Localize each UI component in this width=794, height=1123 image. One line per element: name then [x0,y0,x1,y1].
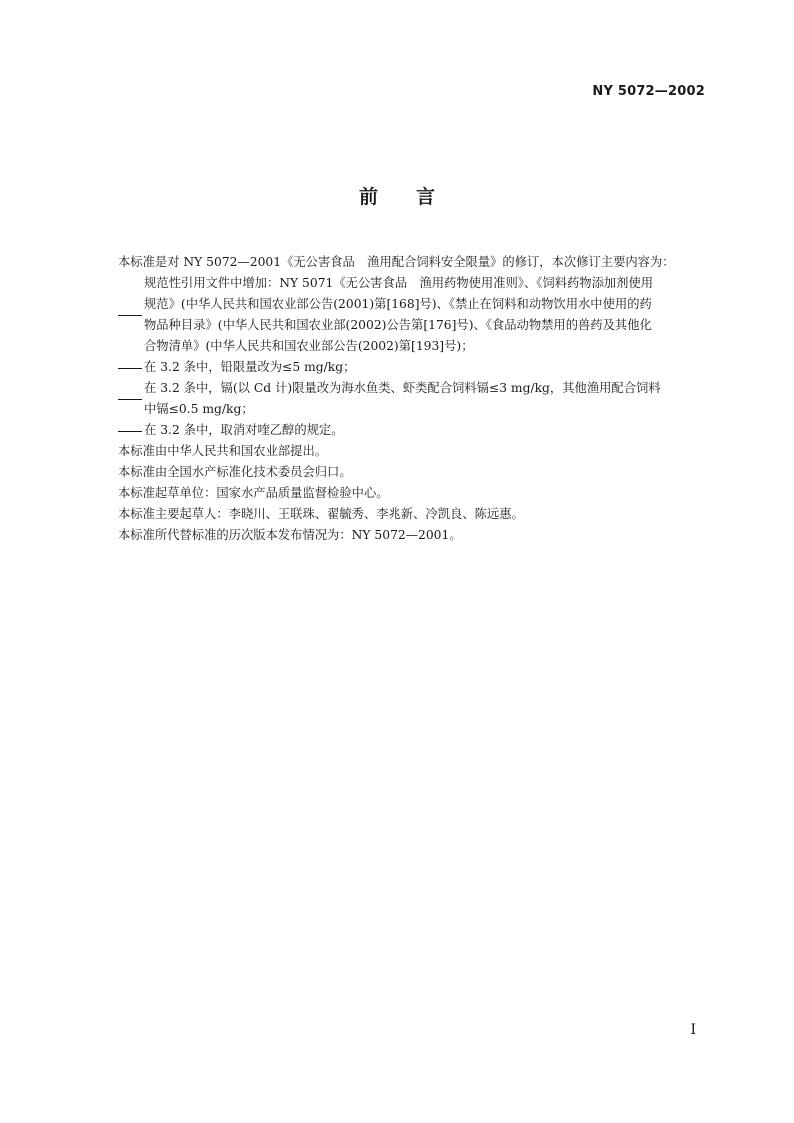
change-line: 在 3.2 条中，铅限量改为≤5 mg/kg； [144,360,356,374]
change-item-lead [118,357,706,378]
change-line: 中镉≤0.5 mg/kg； [144,402,254,416]
standard-number: NY 5072—2002 [592,84,705,99]
change-line: 在 3.2 条中，取消对喹乙醇的规定。 [144,423,344,437]
dash-marker [118,273,144,357]
change-item-cadmium [118,378,706,420]
statement-history: 本标准所代替标准的历次版本发布情况为：NY 5072—2001。 [118,528,462,542]
dash-marker [118,357,144,378]
foreword-body [118,252,706,546]
page-number: I [690,1022,696,1038]
change-line: 规范》(中华人民共和国农业部公告(2001)第[168]号)、《禁止在饲料和动物饮用水中使用的药 [144,297,652,311]
statement-proposer: 本标准由中华人民共和国农业部提出。 [118,444,328,458]
intro-paragraph: 本标准是对 NY 5072—2001《无公害食品 渔用配合饲料安全限量》的修订，本次修订主要内容为： [118,255,675,269]
page-title: 前言 [358,186,473,208]
dash-marker [118,420,144,441]
dash-marker [118,378,144,420]
statement-drafters: 本标准主要起草人：李晓川、王联珠、翟毓秀、李兆新、冷凯良、陈远惠。 [118,507,524,521]
change-item-references [118,273,706,357]
change-item-olaquindox [118,420,706,441]
change-line: 合物清单》(中华人民共和国农业部公告(2002)第[193]号)； [144,339,474,353]
statement-committee: 本标准由全国水产标准化技术委员会归口。 [118,465,352,479]
change-line: 在 3.2 条中，镉(以 Cd 计)限量改为海水鱼类、虾类配合饲料镉≤3 mg/kg，其他渔用配合饲料 [144,381,661,395]
change-line: 规范性引用文件中增加：NY 5071《无公害食品 渔用药物使用准则》、《饲料药物添加剂使用 [144,276,654,290]
change-line: 物品种目录》(中华人民共和国农业部(2002)公告第[176]号)、《食品动物禁用的兽药及其他化 [144,318,652,332]
statement-drafting-unit: 本标准起草单位：国家水产品质量监督检验中心。 [118,486,389,500]
